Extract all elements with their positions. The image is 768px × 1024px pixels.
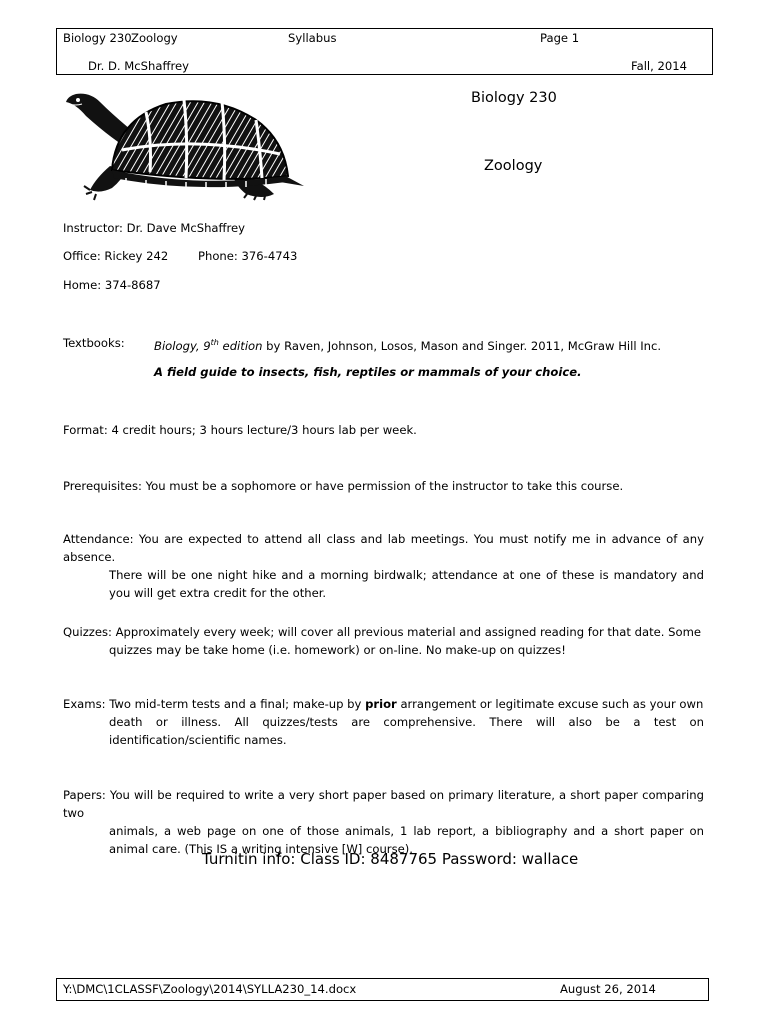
papers-paragraph <box>63 786 704 858</box>
prerequisites-line: Prerequisites: You must be a sophomore or have permission of the instructor to take this course. <box>63 479 624 493</box>
phone-line: Phone: 376-4743 <box>198 249 298 263</box>
exams-first-a: Exams: Two mid-term tests and a final; make-up by <box>63 697 366 711</box>
textbook-1-edition-sup: th <box>210 338 219 347</box>
textbooks-label: Textbooks: <box>63 336 125 350</box>
quizzes-rest: quizzes may be take home (i.e. homework) or on-line. No make-up on quizzes! <box>109 643 566 657</box>
header-page: Page 1 <box>540 31 580 45</box>
textbook-1-title: Biology, 9 <box>154 338 211 353</box>
quizzes-first-line: Quizzes: Approximately every week; will cover all previous material and assigned reading for that date. Some <box>63 625 702 639</box>
office-line: Office: Rickey 242 <box>63 249 169 263</box>
textbook-1-title-end: edition <box>218 338 263 353</box>
header-doc-type: Syllabus <box>288 31 337 45</box>
attendance-rest: There will be one night hike and a morning birdwalk; attendance at one of these is mandatory and you will get extra credit for the other. <box>109 568 704 600</box>
exams-first-line <box>63 697 703 711</box>
course-title: Biology 230 <box>471 90 557 106</box>
papers-first-line: Papers: You will be required to write a very short paper based on primary literature, a short paper comparing two <box>63 788 704 820</box>
header-course: Biology 230 <box>63 31 132 45</box>
papers-rest: animals, a web page on one of those animals, 1 lab report, a bibliography and a short paper on animal care. (This IS a writing intensive [W] course). <box>109 824 704 856</box>
attendance-first-line: Attendance: You are expected to attend all class and lab meetings. You must notify me in advance of any absence. <box>63 532 704 564</box>
header-instructor: Dr. D. McShaffrey <box>88 59 189 73</box>
exams-rest: death or illness. All quizzes/tests are comprehensive. There will also be a test on identification/scientific names. <box>109 715 704 747</box>
header-term: Fall, 2014 <box>631 59 688 73</box>
instructor-line: Instructor: Dr. Dave McShaffrey <box>63 221 246 235</box>
textbook-2 <box>154 365 582 379</box>
attendance-paragraph <box>63 530 704 602</box>
subject-title: Zoology <box>484 158 543 174</box>
quizzes-paragraph <box>63 623 704 659</box>
exams-first-b: arrangement or legitimate excuse such as your own <box>396 697 704 711</box>
format-line: Format: 4 credit hours; 3 hours lecture/3 hours lab per week. <box>63 423 417 437</box>
footer-file-path: Y:\DMC\1CLASSF\Zoology\2014\SYLLA230_14.docx <box>63 982 357 996</box>
textbook-1 <box>154 336 661 353</box>
footer-date: August 26, 2014 <box>560 982 656 996</box>
exams-prior: prior <box>365 697 397 711</box>
textbook-1-details: by Raven, Johnson, Losos, Mason and Singer. 2011, McGraw Hill Inc. <box>262 338 662 353</box>
home-line: Home: 374-8687 <box>63 278 161 292</box>
exams-paragraph <box>63 695 704 749</box>
header-subject: Zoology <box>131 31 178 45</box>
turnitin-info: Turnitin info: Class ID: 8487765 Password: wallace <box>202 850 579 868</box>
textbook-2-title: A field guide to insects, fish, reptiles or mammals of your choice. <box>154 365 582 379</box>
turtle-illustration <box>66 90 306 202</box>
